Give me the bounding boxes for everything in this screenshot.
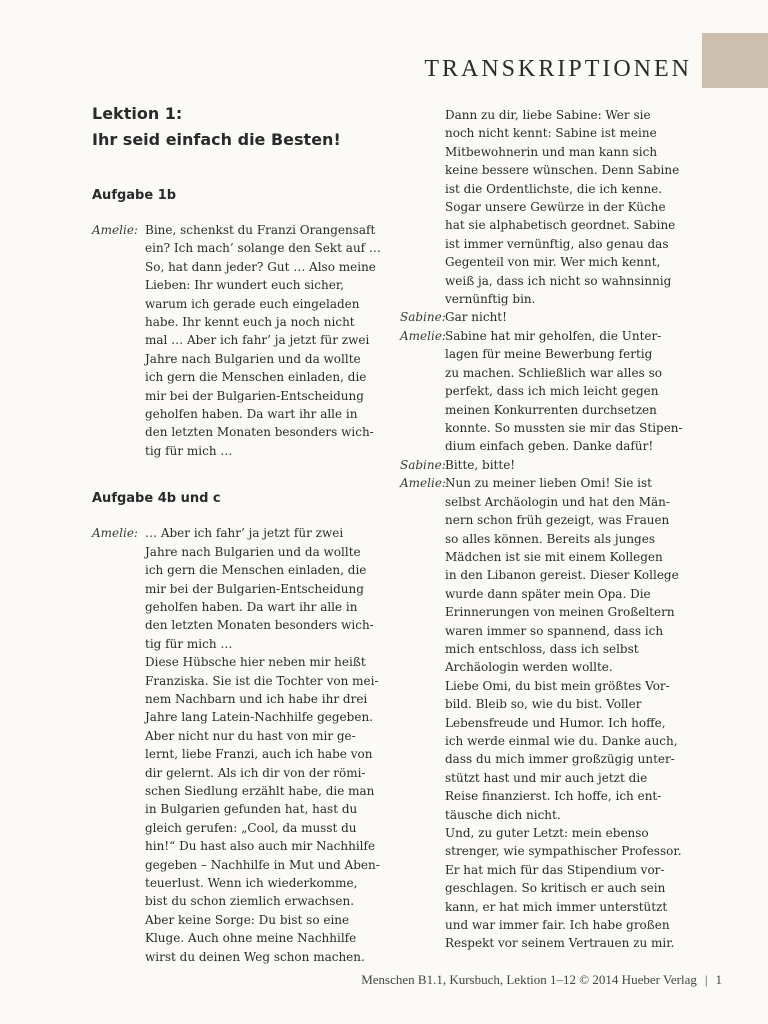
speaker-label: Sabine: [400, 457, 446, 472]
text-line: waren immer so spannend, dass ich [445, 623, 664, 638]
text-line: dass du mich immer großzügig unter- [445, 752, 675, 767]
text-line: ist die Ordentlichste, die ich kenne. [445, 181, 663, 196]
text-line: noch nicht kennt: Sabine ist meine [445, 126, 657, 141]
dialogue-turn [400, 456, 700, 475]
lesson-title-line2: Ihr seid einfach die Besten! [92, 130, 341, 149]
text-line: nern schon früh gezeigt, was Frauen [445, 513, 670, 528]
speaker-label: Amelie: [400, 476, 446, 491]
text-line: gleich gerufen: „Cool, da musst du [145, 820, 357, 835]
text-line: habe. Ihr kennt euch ja noch nicht [145, 315, 355, 330]
text-line: in Bulgarien gefunden hat, hast du [145, 802, 358, 817]
text-line: mal … Aber ich fahr’ ja jetzt für zwei [145, 333, 370, 348]
text-line: Lebensfreude und Humor. Ich hoffe, [445, 715, 666, 730]
text-line: Jahre nach Bulgarien und da wollte [145, 351, 361, 366]
right-column [400, 106, 700, 953]
text-line: hin!“ Du hast also auch mir Nachhilfe [145, 839, 376, 854]
text-line: Bine, schenkst du Franzi Orangensaft [145, 223, 376, 237]
text-line: warum ich gerade euch eingeladen [145, 296, 360, 311]
text-line: Respekt vor seinem Vertrauen zu mir. [445, 936, 675, 951]
page-number: 1 [715, 972, 722, 987]
text-line: Aber keine Sorge: Du bist so eine [145, 912, 350, 927]
text-line: geholfen haben. Da wart ihr alle in [145, 407, 358, 422]
text-line: wurde dann später mein Opa. Die [445, 586, 651, 601]
text-line: Erinnerungen von meinen Großeltern [445, 605, 675, 620]
text-line: vernünftig bin. [445, 292, 536, 307]
text-line: ein? Ich mach’ solange den Sekt auf … [145, 241, 381, 256]
text-line: dir gelernt. Als ich dir von der römi- [145, 765, 366, 780]
text-line: bild. Bleib so, wie du bist. Voller [445, 697, 642, 712]
text-line: hat sie alphabetisch geordnet. Sabine [445, 218, 676, 233]
text-line: Liebe Omi, du bist mein größtes Vor- [445, 678, 670, 693]
dialogue-text [145, 524, 392, 966]
text-line: lagen für meine Bewerbung fertig [445, 347, 653, 362]
text-line: ist immer vernünftig, also genau das [445, 236, 669, 251]
text-line: meinen Konkurrenten durchsetzen [445, 402, 657, 417]
text-line: Sabine hat mir geholfen, die Unter- [445, 328, 662, 343]
text-line: so alles können. Bereits als junges [445, 531, 655, 546]
text-line: Bitte, bitte! [445, 457, 516, 472]
text-line: perfekt, dass ich mich leicht gegen [445, 384, 659, 399]
speaker-label: Sabine: [400, 310, 446, 325]
section-heading: Aufgabe 1b [92, 188, 177, 203]
dialogue-text [445, 474, 700, 953]
text-line: teuerlust. Wenn ich wiederkomme, [145, 876, 358, 890]
text-line: den letzten Monaten besonders wich- [145, 618, 374, 633]
dialogue-text [445, 327, 700, 456]
section-heading: Aufgabe 4b und c [92, 491, 221, 507]
text-line: Reise finanzierst. Ich hoffe, ich ent- [445, 789, 662, 804]
text-line: mir bei der Bulgarien-Entscheidung [145, 388, 364, 403]
text-line: Aber nicht nur du hast von mir ge- [145, 728, 356, 743]
text-line: selbst Archäologin und hat den Män- [445, 494, 670, 509]
text-line: zu machen. Schließlich war alles so [445, 365, 662, 380]
text-line: lernt, liebe Franzi, auch ich habe von [145, 747, 373, 762]
text-line: tig für mich … [145, 443, 233, 458]
dialogue-turn [400, 327, 700, 456]
dialogue-turn [400, 308, 700, 327]
text-line: Jahre lang Latein-Nachhilfe gegeben. [145, 710, 373, 725]
text-line: Sogar unsere Gewürze in der Küche [445, 200, 666, 215]
text-line: Gegenteil von mir. Wer mich kennt, [445, 255, 661, 270]
text-line: … Aber ich fahr’ ja jetzt für zwei [145, 526, 344, 541]
text-line: kann, er hat mich immer unterstützt [445, 899, 668, 914]
text-line: Mitbewohnerin und man kann sich [445, 144, 658, 159]
dialogue-text [445, 456, 700, 474]
text-line: geholfen haben. Da wart ihr alle in [145, 599, 358, 614]
chapter-tab [702, 33, 768, 88]
dialogue-text [445, 106, 700, 308]
dialogue-turn [400, 474, 700, 953]
page-footer [361, 972, 722, 988]
text-line: in den Libanon gereist. Dieser Kollege [445, 568, 679, 583]
text-line: Jahre nach Bulgarien und da wollte [145, 544, 361, 559]
text-line: ich gern die Menschen einladen, die [145, 563, 367, 578]
text-line: Archäologin werden wollte. [445, 660, 613, 675]
text-line: weiß ja, dass ich nicht so wahnsinnig [445, 273, 672, 288]
text-line: Kluge. Auch ohne meine Nachhilfe [145, 931, 357, 946]
text-line: ich gern die Menschen einladen, die [145, 370, 367, 385]
text-line: ich werde einmal wie du. Danke auch, [445, 734, 678, 748]
lesson-title-line1: Lektion 1: [92, 104, 183, 123]
text-line: keine bessere wünschen. Denn Sabine [445, 163, 680, 178]
dialogue-turn [92, 524, 392, 966]
text-line: strenger, wie sympathischer Professor. [445, 844, 682, 859]
left-column [92, 101, 392, 966]
text-line: So, hat dann jeder? Gut … Also meine [145, 259, 376, 274]
text-line: Franziska. Sie ist die Tochter von mei- [145, 673, 379, 688]
page-header-title: TRANSKRIPTIONEN [424, 56, 692, 82]
dialogue-text [445, 308, 700, 326]
speaker-label: Amelie: [400, 328, 446, 343]
text-line: konnte. So mussten sie mir das Stipen- [445, 421, 683, 435]
speaker-label: Amelie: [92, 223, 138, 237]
text-line: tig für mich … [145, 636, 233, 651]
dialogue-turn [92, 221, 392, 460]
text-line: mir bei der Bulgarien-Entscheidung [145, 581, 364, 596]
text-line: schen Siedlung erzählt habe, die man [145, 783, 375, 798]
text-line: geschlagen. So kritisch er auch sein [445, 881, 666, 896]
text-line: stützt hast und mir auch jetzt die [445, 770, 648, 785]
text-line: nem Nachbarn und ich habe ihr drei [145, 691, 368, 706]
text-line: Gar nicht! [445, 310, 507, 325]
text-line: Nun zu meiner lieben Omi! Sie ist [445, 476, 652, 491]
text-line: Diese Hübsche hier neben mir heißt [145, 655, 366, 670]
text-line: Und, zu guter Letzt: mein ebenso [445, 826, 649, 841]
dialogue-turn [400, 106, 700, 308]
text-line: wirst du deinen Weg schon machen. [145, 949, 365, 964]
text-line: gegeben – Nachhilfe in Mut und Aben- [145, 857, 380, 872]
text-line: Lieben: Ihr wundert euch sicher, [145, 278, 345, 293]
text-line: Er hat mich für das Stipendium vor- [445, 862, 665, 877]
text-line: täusche dich nicht. [445, 807, 561, 822]
text-line: Mädchen ist sie mit einem Kollegen [445, 549, 663, 564]
text-line: und war immer fair. Ich habe großen [445, 918, 670, 933]
text-line: dium einfach geben. Danke dafür! [445, 439, 654, 454]
text-line: mich entschloss, dass ich selbst [445, 641, 639, 656]
text-line: den letzten Monaten besonders wich- [145, 425, 374, 440]
text-line: Dann zu dir, liebe Sabine: Wer sie [445, 108, 651, 122]
footer-credit: Menschen B1.1, Kursbuch, Lektion 1–12 © 2014 Hueber Verlag [361, 972, 697, 987]
dialogue-text [145, 221, 392, 460]
footer-separator: | [704, 972, 708, 987]
speaker-label: Amelie: [92, 526, 138, 541]
text-line: bist du schon ziemlich erwachsen. [145, 894, 355, 909]
